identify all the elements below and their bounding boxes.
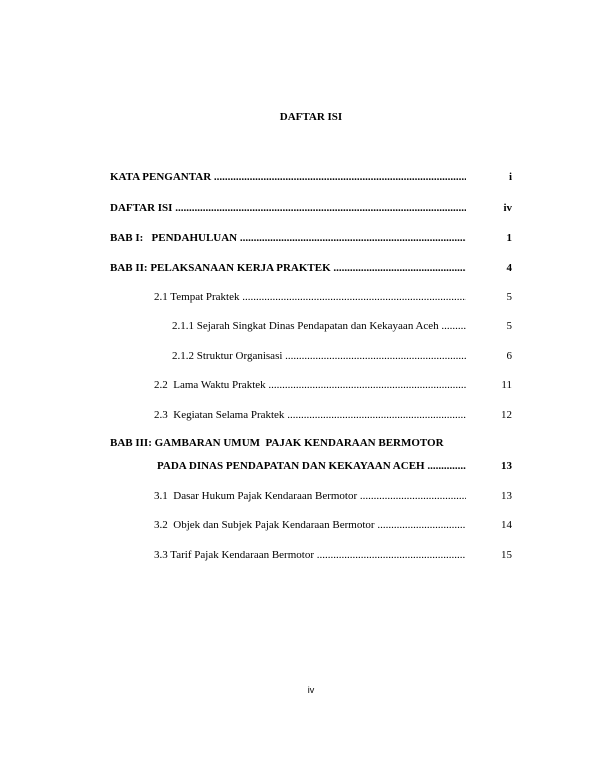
toc-entry-bab-3[interactable]: BAB III: GAMBARAN UMUM PAJAK KENDARAAN BERMOTOR	[110, 437, 444, 449]
page-number: iv	[307, 685, 315, 695]
toc-entry-2-1-1[interactable]	[172, 319, 512, 333]
toc-entry-2-1-2[interactable]	[172, 349, 512, 363]
toc-entry-page: 13	[501, 490, 512, 502]
toc-entry-page: 5	[506, 320, 512, 332]
toc-entry-2-2[interactable]	[154, 378, 512, 392]
toc-entry-label: 3.3 Tarif Pajak Kendaraan Bermotor .....	[154, 548, 466, 562]
toc-entry-page: 4	[506, 262, 512, 274]
toc-entry-2-1[interactable]	[154, 290, 512, 304]
toc-entry-page: 15	[501, 549, 512, 561]
toc-entry-page: 5	[506, 291, 512, 303]
toc-entry-label: BAB II: PELAKSANAAN KERJA PRAKTEK .....	[110, 261, 466, 275]
toc-entry-kata-pengantar[interactable]	[110, 170, 512, 184]
toc-entry-page: 14	[501, 519, 512, 531]
toc-entry-label: BAB I: PENDAHULUAN .....	[110, 231, 466, 245]
toc-entry-bab-1[interactable]	[110, 231, 512, 245]
toc-entry-3-2[interactable]	[154, 518, 512, 532]
toc-entry-bab-2[interactable]	[110, 261, 512, 275]
toc-entry-label: 2.2 Lama Waktu Praktek .....	[154, 378, 466, 392]
page-title: DAFTAR ISI	[279, 111, 343, 123]
toc-entry-page: i	[508, 171, 512, 183]
toc-entry-label: 2.1.2 Struktur Organisasi .....	[172, 349, 466, 363]
toc-entry-daftar-isi[interactable]	[110, 201, 512, 215]
toc-entry-label: 2.3 Kegiatan Selama Praktek .....	[154, 408, 466, 422]
toc-entry-2-3[interactable]	[154, 408, 512, 422]
toc-entry-label: 3.1 Dasar Hukum Pajak Kendaraan Bermotor .....	[154, 489, 466, 503]
toc-entry-page: 1	[506, 232, 512, 244]
toc-entry-3-1[interactable]	[154, 489, 512, 503]
toc-entry-page: 11	[501, 379, 512, 391]
toc-entry-page: 6	[506, 350, 512, 362]
toc-entry-page: 12	[501, 409, 512, 421]
toc-entry-label: 2.1.1 Sejarah Singkat Dinas Pendapatan dan Kekayaan Aceh .....	[172, 319, 466, 333]
toc-entry-bab-3-continued[interactable]	[157, 459, 512, 473]
toc-entry-label: PADA DINAS PENDAPATAN DAN KEKAYAAN ACEH .....	[157, 459, 466, 473]
toc-entry-page: iv	[503, 202, 512, 214]
toc-entry-3-3[interactable]	[154, 548, 512, 562]
toc-entry-label: KATA PENGANTAR .....	[110, 170, 466, 184]
toc-entry-label: DAFTAR ISI .....	[110, 201, 466, 215]
toc-entry-label: 2.1 Tempat Praktek .....	[154, 290, 466, 304]
toc-entry-label: 3.2 Objek dan Subjek Pajak Kendaraan Bermotor .....	[154, 518, 466, 532]
toc-entry-page: 13	[501, 460, 512, 472]
